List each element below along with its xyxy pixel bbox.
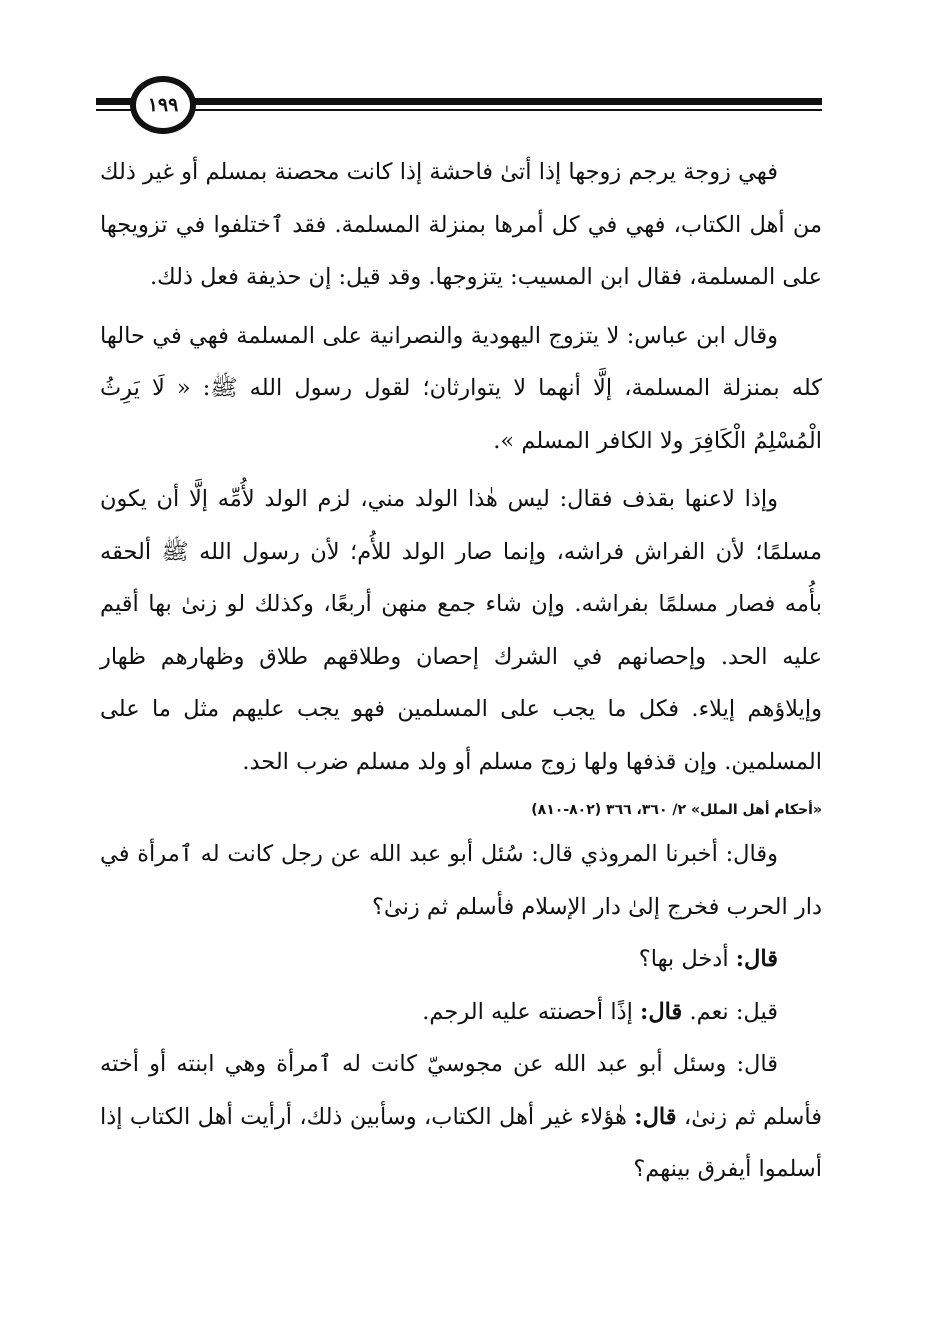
qala-label: قال: (640, 998, 683, 1025)
paragraph-5-text: أدخل بها؟ (638, 946, 729, 972)
paragraph-1: فهي زوجة يرجم زوجها إذا أتىٰ فاحشة إذا كانت محصنة بمسلم أو غير ذلك من أهل الكتاب، فهي في كل أمرها بمنزلة المسلمة. فقد ٱختلفوا في تزويجها على المسلمة، فقال ابن المسيب: يتزوجها. وقد قيل: إن حذيفة فعل ذلك. (100, 159, 822, 290)
paragraph-2 (100, 310, 822, 468)
paragraph-6-prefix: قيل: نعم. (689, 998, 778, 1025)
paragraph-5 (100, 933, 822, 986)
main-text (100, 146, 822, 1196)
source-citation: «أحكام أهل الملل» ٢/ ٣٦٠، ٣٦٦ (٨٠٢-٨١٠) (531, 802, 822, 818)
hadith-quote: « لَا يَرِثُ الْمُسْلِمُ الْكَافِرَ ولا الكافر المسلم ». (100, 375, 822, 454)
page-number: ١٩٩ (147, 94, 179, 116)
header-rule-thin (96, 109, 822, 111)
paragraph-7-text-a: قال: وسئل أبو عبد الله عن مجوسيّ كانت له ٱمرأة وهي ابنته أو أخته فأسلم ثم زنىٰ، (100, 1051, 823, 1130)
paragraph-7-text-b: هٰؤلاء غير أهل الكتاب، وسأبين ذلك، أرأيت أهل الكتاب إذا أسلموا أيفرق بينهم؟ (100, 1103, 822, 1182)
paragraph-7 (100, 1038, 822, 1196)
qala-label: قال: (634, 1103, 677, 1130)
page-number-badge (130, 76, 196, 134)
page-header (96, 76, 822, 138)
qala-label: قال: (735, 946, 778, 972)
paragraph-2-text: وقال ابن عباس: لا يتزوج اليهودية والنصرانية على المسلمة فهي في حالها كله بمنزلة المسلمة، إلَّا أنهما لا يتوارثان؛ لقول رسول الله ﷺ: (100, 322, 822, 401)
paragraph-6-text: إذًا أحصنته عليه الرجم. (422, 998, 633, 1025)
paragraph-6 (100, 986, 822, 1039)
paragraph-3: وإذا لاعنها بقذف فقال: ليس هٰذا الولد مني، لزم الولد لأُمِّه إلَّا أن يكون مسلمًا؛ لأن الفراش فراشه، وإنما صار الولد للأُم؛ لأن رسول الله ﷺ ألحقه بأُمه فصار مسلمًا بفراشه. وإن شاء جمع منهن أربعًا، وكذلك لو زنىٰ بها أقيم عليه الحد. وإحصانهم في الشرك إحصان وطلاقهم طلاق وظهارهم ظهار وإيلاؤهم إيلاء. فكل ما يجب على المسلمين فهو يجب عليهم مثل ما على المسلمين. وإن قذفها ولها زوج مسلم أو ولد مسلم ضرب الحد. (100, 486, 822, 775)
header-rule-thick (96, 98, 822, 105)
paragraph-4: وقال: أخبرنا المروذي قال: سُئل أبو عبد الله عن رجل كانت له ٱمرأة في دار الحرب فخرج إلىٰ دار الإسلام فأسلم ثم زنىٰ؟ (100, 841, 822, 920)
